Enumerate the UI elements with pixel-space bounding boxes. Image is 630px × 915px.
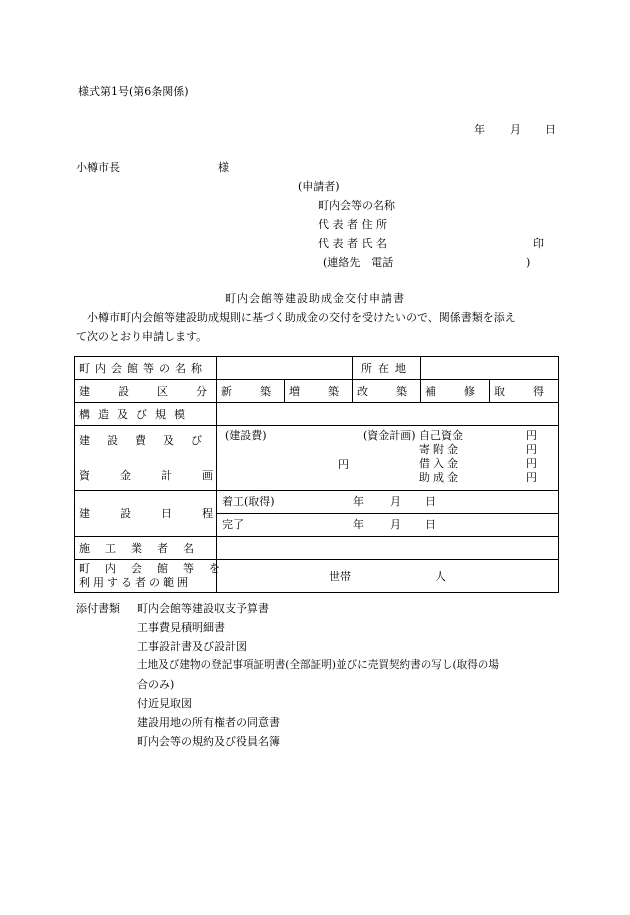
start-row[interactable] <box>217 491 559 514</box>
cost-label-cell <box>75 426 243 491</box>
users-label-line-1: 町内会館等を <box>79 562 235 575</box>
complete-year: 年 <box>353 518 364 531</box>
attachment-item: 工事設計書及び設計図 <box>137 640 247 653</box>
category-option-label: 増築 <box>289 384 367 398</box>
complete-day: 日 <box>425 518 436 531</box>
rep-address-label: 代 表 者 住 所 <box>318 218 387 231</box>
hall-name-value[interactable] <box>217 357 353 380</box>
users-value-cell[interactable] <box>217 560 559 593</box>
attachment-item: 土地及び建物の登記事項証明書(全部証明)並びに売買契約書の写し(取得の場 <box>137 659 499 671</box>
hall-name-label-cell <box>75 357 217 380</box>
addressee-honorific: 様 <box>218 161 229 174</box>
category-option-shutoku[interactable] <box>490 380 572 403</box>
attachment-item: 建設用地の所有権者の同意書 <box>137 716 280 729</box>
applicant-heading: (申請者) <box>298 180 340 193</box>
users-label-line-2: 利用する者の範囲 <box>79 576 191 589</box>
document-title: 町内会館等建設助成金交付申請書 <box>225 292 405 305</box>
complete-row[interactable] <box>217 514 559 537</box>
construction-cost-label: (建設費) <box>225 429 267 442</box>
category-option-label: 補修 <box>425 384 503 398</box>
attachment-item: 工事費見積明細書 <box>137 621 225 634</box>
funding-yen-own: 円 <box>526 429 537 442</box>
attachments-label: 添付書類 <box>76 602 120 615</box>
complete-month: 月 <box>390 518 401 531</box>
contractor-label: 施工業者名 <box>79 541 209 555</box>
date-year: 年 <box>474 123 485 136</box>
complete-label: 完了 <box>222 518 244 531</box>
date-day: 日 <box>545 123 556 136</box>
start-day: 日 <box>425 495 436 508</box>
category-option-shinchiku[interactable] <box>217 380 299 403</box>
users-label-cell <box>75 560 235 593</box>
category-option-hoshu[interactable] <box>421 380 503 403</box>
cost-funding-cell[interactable] <box>217 426 559 491</box>
category-option-kaichiku[interactable] <box>353 380 435 403</box>
contractor-label-cell <box>75 537 217 560</box>
rep-name-label: 代 表 者 氏 名 <box>318 237 387 250</box>
schedule-label: 建設日程 <box>79 507 243 520</box>
contact-close: ) <box>526 256 531 269</box>
category-option-label: 新築 <box>221 384 299 398</box>
start-year: 年 <box>353 495 364 508</box>
funding-item-subsidy: 助成金 <box>419 471 461 484</box>
location-label-cell <box>353 357 421 380</box>
category-option-zouchiku[interactable] <box>285 380 367 403</box>
construction-cost-yen: 円 <box>338 458 349 471</box>
persons-label: 人 <box>435 569 446 583</box>
structure-label-cell <box>75 403 217 426</box>
attachment-item: 町内会館等建設収支予算書 <box>137 602 269 615</box>
funding-yen-donation: 円 <box>526 443 537 456</box>
attachment-item: 付近見取図 <box>137 697 192 710</box>
funding-plan-label: (資金計画) <box>363 429 416 442</box>
date-month: 月 <box>510 123 521 136</box>
form-number: 様式第1号(第6条関係) <box>78 85 189 98</box>
intro-line-2: て次のとおり申請します。 <box>76 330 208 343</box>
funding-item-own: 自己資金 <box>419 429 463 442</box>
category-label: 建設区分 <box>79 384 235 398</box>
attachment-item-continued: 合のみ) <box>137 678 175 691</box>
hall-name-label: 町内会館等の名称 <box>79 361 207 375</box>
funding-item-donation: 寄附金 <box>419 443 461 456</box>
funding-item-loan: 借入金 <box>419 457 461 470</box>
funding-yen-subsidy: 円 <box>526 471 537 484</box>
category-option-label: 改築 <box>357 384 435 398</box>
structure-value[interactable] <box>217 403 559 426</box>
location-label: 所在地 <box>361 361 412 375</box>
cost-label-top: 建設費及び <box>79 434 219 447</box>
org-name-label: 町内会等の名称 <box>318 199 395 212</box>
cost-label-bottom: 資金計画 <box>79 469 243 482</box>
start-label: 着工(取得) <box>222 495 275 508</box>
attachment-item: 町内会等の規約及び役員名簿 <box>137 735 280 748</box>
location-value[interactable] <box>421 357 559 380</box>
category-label-cell <box>75 380 235 403</box>
funding-yen-loan: 円 <box>526 457 537 470</box>
intro-line-1: 小樽市町内会館等建設助成規則に基づく助成金の交付を受けたいので、関係書類を添え <box>87 311 516 324</box>
start-month: 月 <box>390 495 401 508</box>
contact-label: (連絡先 電話 <box>323 256 394 269</box>
structure-label: 構造及び規模 <box>79 407 193 421</box>
application-table <box>74 356 572 593</box>
category-option-label: 取得 <box>494 384 572 398</box>
seal-mark: 印 <box>533 237 544 250</box>
contractor-value[interactable] <box>217 537 559 560</box>
households-label: 世帯 <box>329 569 351 583</box>
addressee-name: 小樽市長 <box>76 161 120 174</box>
